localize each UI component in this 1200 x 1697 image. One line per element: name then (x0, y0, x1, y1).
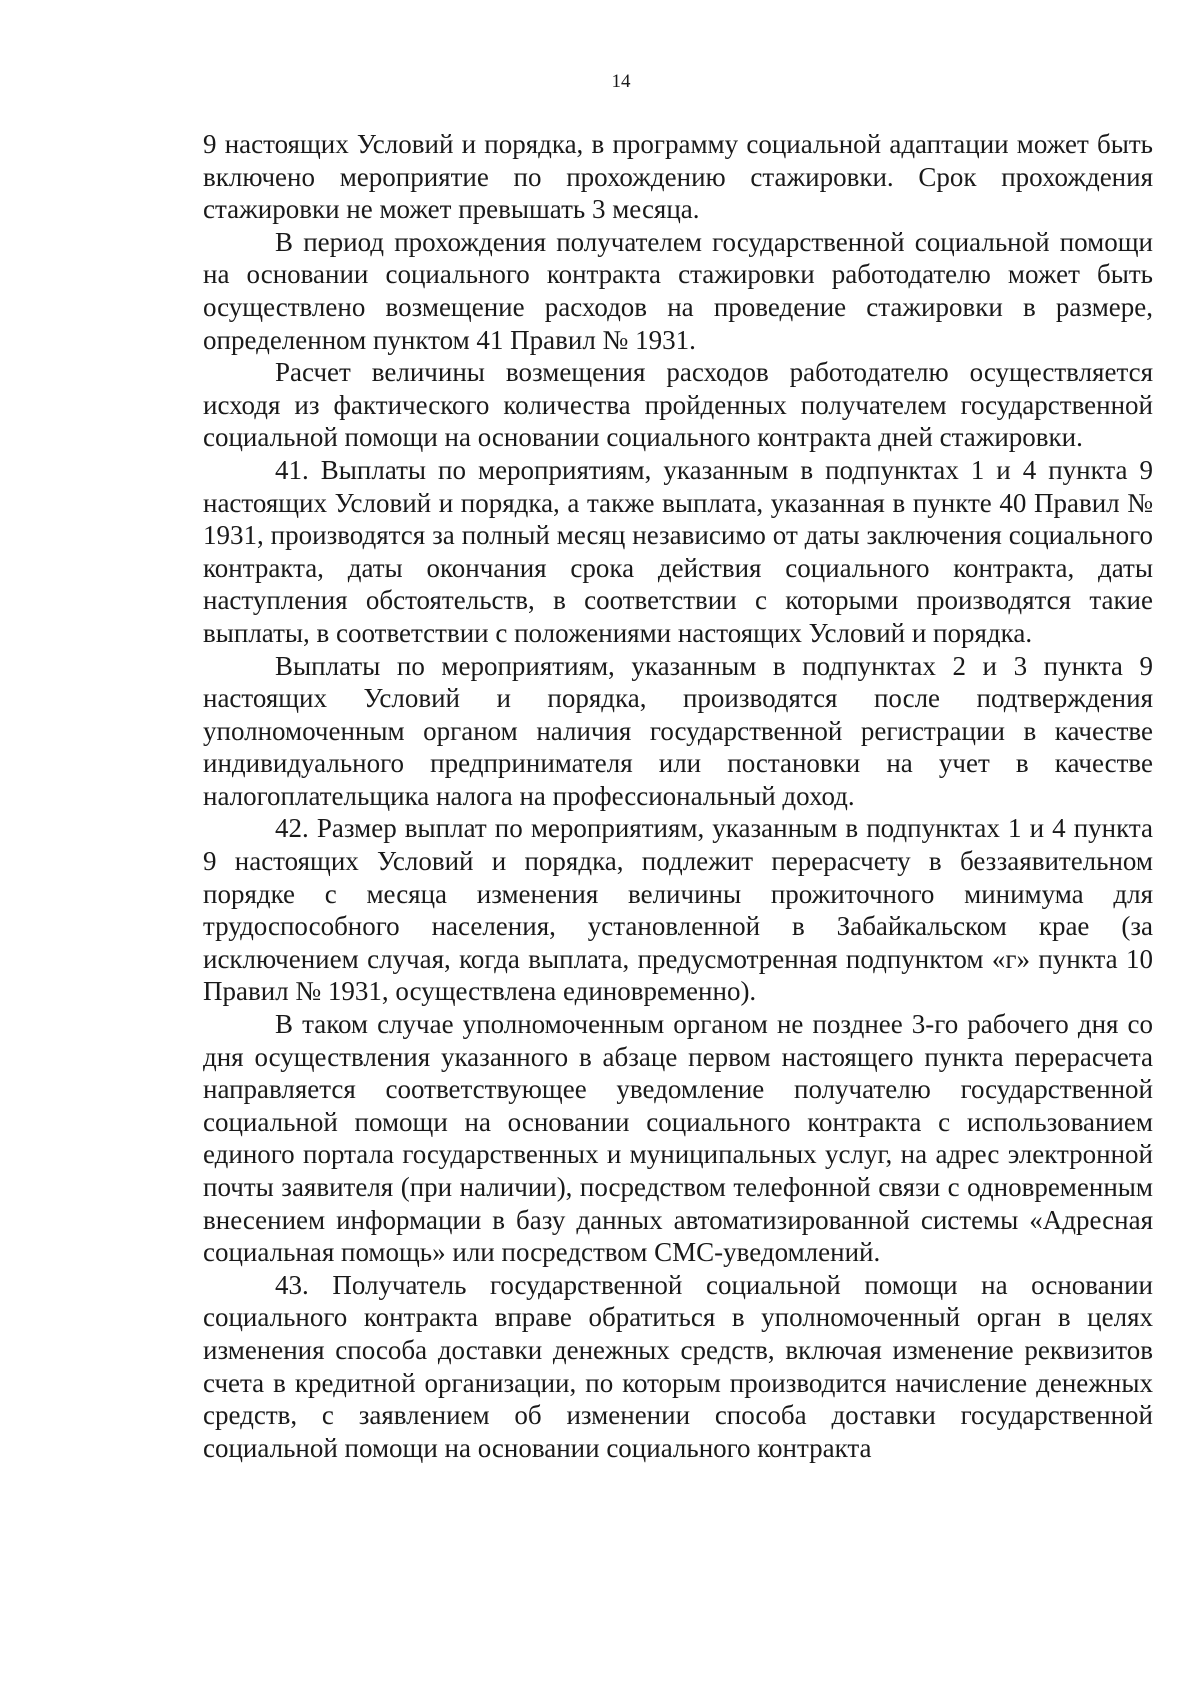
paragraph-clause-42: 42. Размер выплат по мероприятиям, указанным в подпунктах 1 и 4 пункта 9 настоящих Условий и порядка, подлежит перерасчету в беззаявительном порядке с месяца изменения величины прожиточного минимума для трудоспособного населения, установленной в Забайкальском крае (за исключением случая, когда выплата, предусмотренная подпунктом «г» пункта 10 Правил № 1931, осуществлена единовременно). (203, 813, 1153, 1007)
paragraph-payments-after-registration: Выплаты по мероприятиям, указанным в подпунктах 2 и 3 пункта 9 настоящих Условий и порядка, производятся после подтверждения уполномоченным органом наличия государственной регистрации в качестве индивидуального предпринимателя или постановки на учет в качестве налогоплательщика налога на профессиональный доход. (203, 650, 1153, 811)
paragraph-clause-41: 41. Выплаты по мероприятиям, указанным в подпунктах 1 и 4 пункта 9 настоящих Условий и порядка, а также выплата, указанная в пункте 40 Правил № 1931, производятся за полный месяц независимо от даты заключения социального контракта, даты окончания срока действия социального контракта, даты наступления обстоятельств, в соответствии с которыми производятся такие выплаты, в соответствии с положениями настоящих Условий и порядка. (203, 454, 1153, 648)
paragraph-notification: В таком случае уполномоченным органом не позднее 3-го рабочего дня со дня осуществления указанного в абзаце первом настоящего пункта перерасчета направляется соответствующее уведомление получателю государственной социальной помощи на основании социального контракта с использованием единого портала государственных и муниципальных услуг, на адрес электронной почты заявителя (при наличии), посредством телефонной связи с одновременным внесением информации в базу данных автоматизированной системы «Адресная социальная помощь» или посредством СМС-уведомлений. (203, 1009, 1153, 1268)
document-body (203, 128, 1153, 1464)
paragraph-continuation: 9 настоящих Условий и порядка, в программу социальной адаптации может быть включено мероприятие по прохождению стажировки. Срок прохождения стажировки не может превышать 3 месяца. (203, 129, 1153, 225)
paragraph-reimbursement-calculation: Расчет величины возмещения расходов работодателю осуществляется исходя из фактического количества пройденных получателем государственной социальной помощи на основании социального контракта дней стажировки. (203, 357, 1153, 453)
paragraph-internship-reimbursement: В период прохождения получателем государственной социальной помощи на основании социального контракта стажировки работодателю может быть осуществлено возмещение расходов на проведение стажировки в размере, определенном пунктом 41 Правил № 1931. (203, 226, 1153, 355)
page-number: 14 (611, 71, 631, 92)
paragraph-clause-43: 43. Получатель государственной социальной помощи на основании социального контракта вправе обратиться в уполномоченный орган в целях изменения способа доставки денежных средств, включая изменение реквизитов счета в кредитной организации, по которым производится начисление денежных средств, с заявлением об изменении способа доставки государственной социальной помощи на основании социального контракта (203, 1269, 1153, 1463)
